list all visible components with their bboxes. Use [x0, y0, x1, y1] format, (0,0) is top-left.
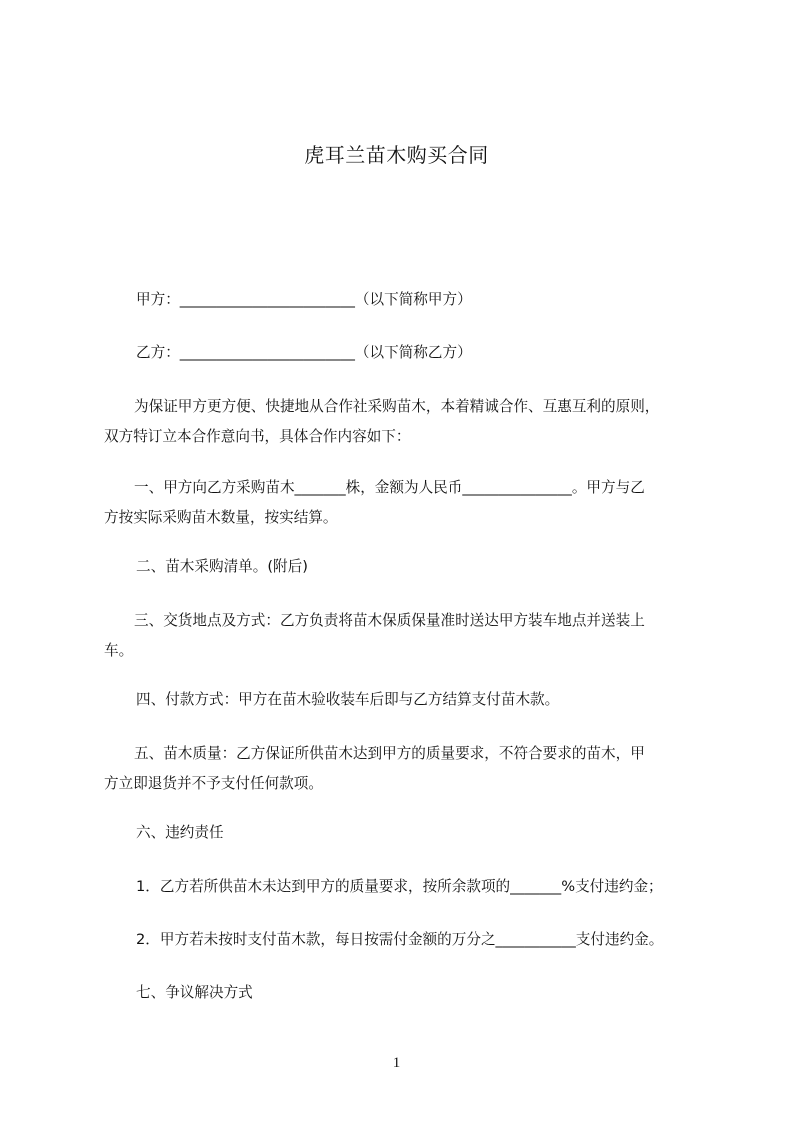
clause-7-heading: 七、争议解决方式: [136, 984, 253, 1001]
party-b-line: 乙方：________________________（以下简称乙方）: [136, 344, 472, 361]
page-number: 1: [392, 1055, 401, 1071]
party-a-line: 甲方：________________________（以下简称甲方）: [136, 291, 472, 308]
clause-3-line-1: 三、交货地点及方式：乙方负责将苗木保质保量准时送达甲方装车地点并送装上: [134, 612, 645, 629]
clause-1-line-2: 方按实际采购苗木数量，按实结算。: [104, 509, 338, 526]
clause-4: 四、付款方式：甲方在苗木验收装车后即与乙方结算支付苗木款。: [136, 691, 560, 708]
clause-1-line-1: 一、甲方向乙方采购苗木_______株，金额为人民币_______________。甲方与乙: [134, 479, 645, 496]
clause-5-line-1: 五、苗木质量：乙方保证所供苗木达到甲方的质量要求，不符合要求的苗木，甲: [134, 745, 645, 762]
clause-6-heading: 六、违约责任: [136, 824, 224, 841]
clause-6-item-2: 2．甲方若未按时支付苗木款，每日按需付金额的万分之___________支付违约金。: [136, 931, 664, 948]
preamble-line-1: 为保证甲方更方便、快捷地从合作社采购苗木，本着精诚合作、互惠互利的原则，: [134, 398, 660, 415]
clause-3-line-2: 车。: [104, 642, 134, 659]
clause-2: 二、苗木采购清单。(附后): [136, 558, 308, 575]
preamble-line-2: 双方特订立本合作意向书，具体合作内容如下：: [104, 428, 411, 445]
clause-6-item-1: 1．乙方若所供苗木未达到甲方的质量要求，按所余款项的_______%支付违约金；: [136, 878, 663, 895]
clause-5-line-2: 方立即退货并不予支付任何款项。: [104, 775, 323, 792]
document-title: 虎耳兰苗木购买合同: [304, 143, 489, 167]
